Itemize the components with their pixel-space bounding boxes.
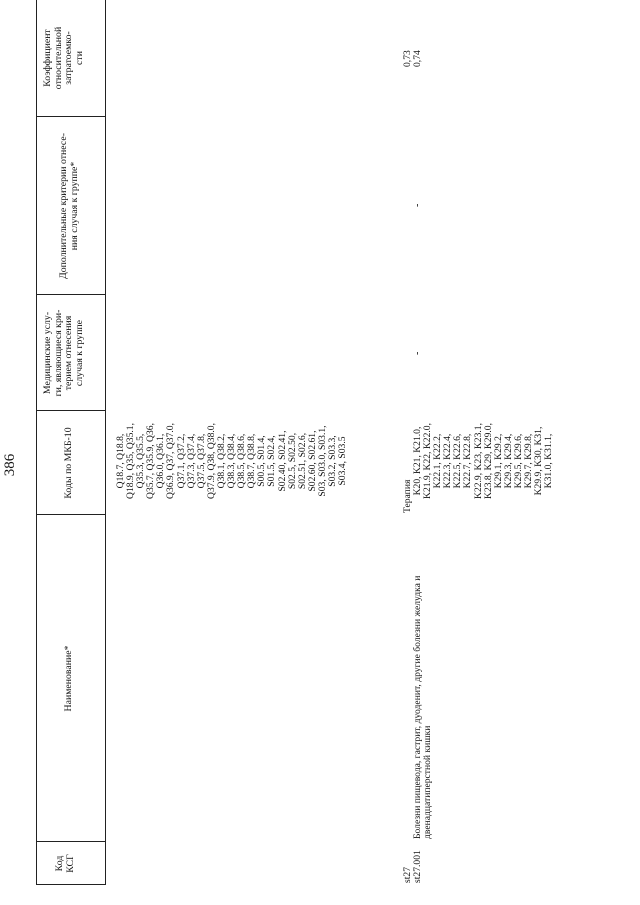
ksg-name-line: двенадцатиперстной кишки (422, 725, 433, 839)
mkb-code-line: S02.60, S02.61, (306, 430, 318, 492)
mkb-code-line: K29.7, K29.8, (523, 433, 535, 489)
ksg-criteria-value: - (412, 203, 423, 207)
ksg-mkb-codes (413, 409, 554, 513)
ksg-name-line: Болезни пищевода, гастрит, дуоденит, другие болезни желудка и (412, 575, 423, 839)
mkb-code-line: S03.4, S03.5 (337, 436, 349, 486)
mkb-code-line: K22.1, K22.2, (432, 433, 444, 489)
mkb-code-line: K29.3, K29.4, (502, 433, 514, 489)
mkb-code-line: Q36.9, Q37, Q37.0, (165, 423, 177, 499)
mkb-code-line: K29.9, K30, K31, (533, 426, 545, 496)
mkb-code-line: K22.3, K22.4, (442, 433, 454, 489)
mkb-code-line: K22.9, K23, K23.1, (472, 423, 484, 499)
mkb-code-line: Q38.5, Q38.6, (236, 433, 248, 489)
mkb-code-line: Q37.9, Q38, Q38.0, (205, 423, 217, 499)
mkb-code-line: Q36.0, Q36.1, (155, 433, 167, 489)
header-name: Наименование* (63, 645, 74, 712)
header-services: Медицинские услу- ги, являющиеся кри- терием отнесения случая к группе (42, 309, 85, 397)
mkb-code-line: Q37.1, Q37.2, (175, 433, 187, 489)
mkb-code-line: K22.5, K22.6, (452, 433, 464, 489)
mkb-code-line: S02.51, S02.6, (296, 432, 308, 490)
mkb-code-line: Q18.7, Q18.8, (115, 433, 126, 489)
profile-code: st27 (402, 867, 413, 883)
header-criteria: Дополнительные критерии отнесе- ния случая к группе* (58, 133, 80, 279)
mkb-code-line: K31.0, K31.1, (543, 433, 555, 489)
coefficient-value: 0,74 (412, 50, 423, 67)
header-mkb: Коды по МКБ-10 (63, 427, 74, 499)
mkb-code-line: Q37.3, Q37.4, (185, 433, 197, 489)
mkb-code-line: Q38.1, Q38.2, (215, 433, 227, 489)
mkb-code-line: Q35.7, Q35.9, Q36, (145, 423, 157, 499)
mkb-code-line: K29.1, K29.2, (492, 433, 504, 489)
mkb-code-line: Q37.5, Q37.8, (195, 433, 207, 489)
mkb-code-line: S02.40, S02.41, (276, 430, 288, 492)
page-number: 386 (2, 453, 18, 477)
header-bottom-border (105, 0, 106, 885)
mkb-code-line: S00.5, S01.4, (256, 435, 268, 487)
mkb-code-line: K22.7, K22.8, (462, 433, 474, 489)
mkb-code-line: K21.9, K22, K22.0, (422, 423, 434, 499)
mkb-code-line: K20, K21, K21.0, (412, 426, 423, 496)
ksg-code: st27.001 (412, 850, 423, 883)
header-coefficient: Коэффициент относительной затратоемко- сти (42, 26, 85, 90)
header-code: Код КСГ (54, 854, 76, 873)
mkb-code-line: K29.5, K29.6, (512, 433, 524, 489)
coefficient-value: 0,73 (402, 50, 413, 67)
mkb-code-line: Q38.3, Q38.4, (226, 433, 238, 489)
mkb-code-line: Q18.9, Q35, Q35.1, (125, 423, 137, 499)
mkb-code-line: S03.2, S03.3, (326, 435, 338, 487)
ksg-services-value: - (412, 351, 423, 355)
mkb-code-line: Q38.7, Q38.8, (246, 433, 258, 489)
mkb-code-line: K23.8, K29, K29.0, (482, 423, 494, 499)
continuation-mkb-codes (116, 409, 348, 513)
mkb-code-line: S02.5, S02.50, (286, 432, 298, 490)
profile-name: Терапия (402, 479, 413, 513)
mkb-code-line: S01.5, S02.4, (266, 435, 278, 487)
mkb-code-line: S03, S03.0, S03.1, (316, 425, 328, 497)
mkb-code-line: Q35.3, Q35.5, (135, 433, 147, 489)
table-top-border (36, 0, 37, 885)
